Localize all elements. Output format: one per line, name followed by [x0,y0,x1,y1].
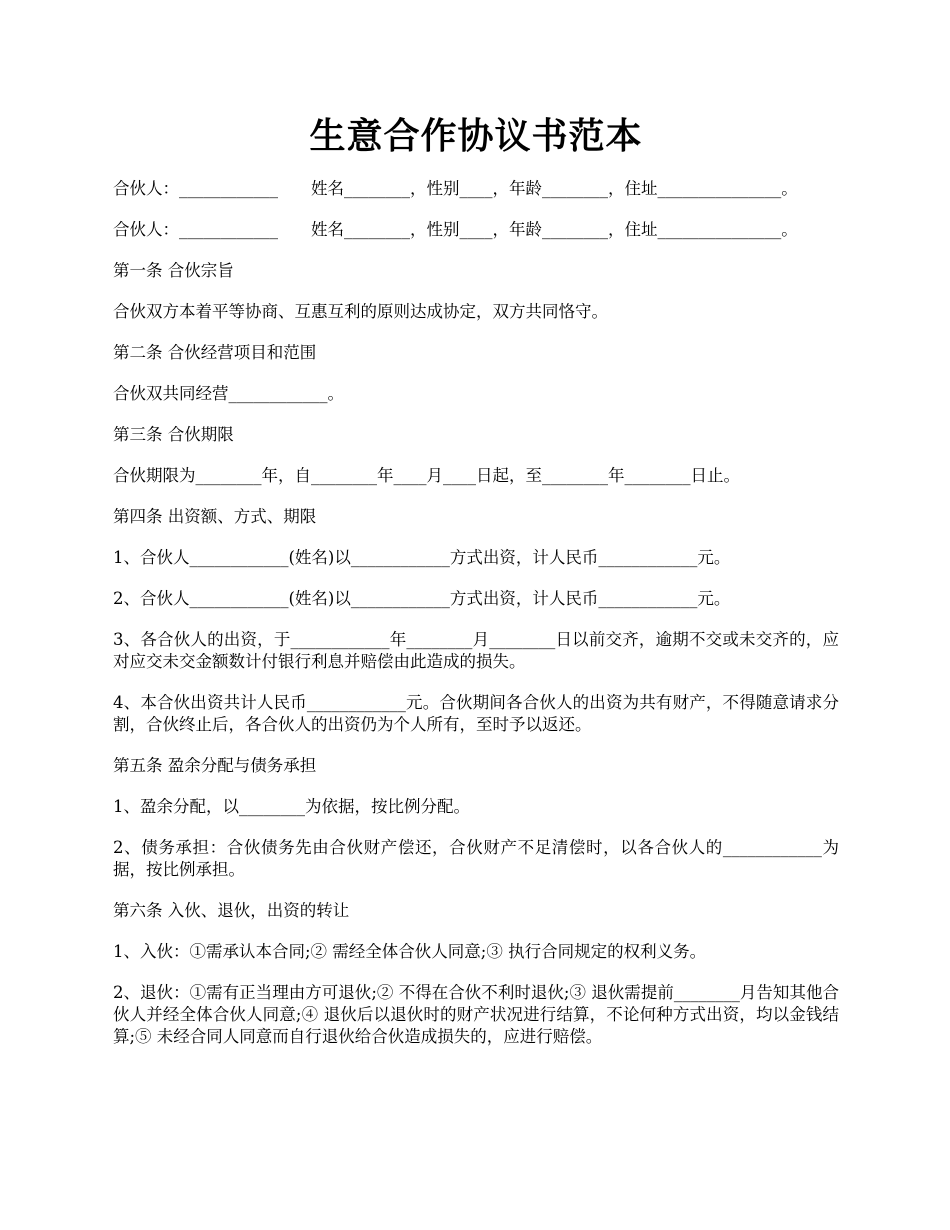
document-body [113,178,839,1067]
article-5-clause-1: 1、盈余分配，以________为依据，按比例分配。 [113,797,470,816]
partner-line-1: 合伙人：____________ 姓名________，性别____，年龄________，住址_______________。 [113,179,798,198]
article-5-clause-2: 2、债务承担：合伙债务先由合伙财产偿还，合伙财产不足清偿时，以各合伙人的____________为据，按比例承担。 [113,838,839,879]
partner-line-2: 合伙人：____________ 姓名________，性别____，年龄________，住址_______________。 [113,220,798,239]
article-6-clause-1: 1、入伙：①需承认本合同;② 需经全体合伙人同意;③ 执行合同规定的权利义务。 [113,942,707,961]
article-6-clause-2: 2、退伙：①需有正当理由方可退伙;② 不得在合伙不利时退伙;③ 退伙需提前________月告知其他合伙人并经全体合伙人同意;④ 退伙后以退伙时的财产状况进行结算，不论何种方式出资，均以金钱结算;⑤ 未经合同人同意而自行退伙给合伙造成损失的，应进行赔偿。 [113,983,839,1046]
article-4-heading: 第四条 出资额、方式、期限 [113,507,317,526]
article-2-heading: 第二条 合伙经营项目和范围 [113,343,317,362]
article-5-heading: 第五条 盈余分配与债务承担 [113,756,317,775]
article-4-clause-3: 3、各合伙人的出资，于____________年________月________日以前交齐，逾期不交或未交齐的，应对应交未交金额数计付银行利息并赔偿由此造成的损失。 [113,630,839,671]
article-2-body: 合伙双共同经营____________。 [113,384,344,403]
article-1-heading: 第一条 合伙宗旨 [113,261,234,280]
article-1-body: 合伙双方本着平等协商、互惠互利的原则达成协定，双方共同恪守。 [113,302,608,321]
article-3-heading: 第三条 合伙期限 [113,425,234,444]
article-3-body: 合伙期限为________年，自________年____月____日起，至________年________日止。 [113,466,740,485]
article-4-clause-2: 2、合伙人____________(姓名)以____________方式出资，计人民币____________元。 [113,589,731,608]
article-4-clause-4: 4、本合伙出资共计人民币____________元。合伙期间各合伙人的出资为共有财产，不得随意请求分割，合伙终止后，各合伙人的出资仍为个人所有，至时予以返还。 [113,693,839,734]
article-6-heading: 第六条 入伙、退伙，出资的转让 [113,901,350,920]
document-title: 生意合作协议书范本 [309,115,643,157]
article-4-clause-1: 1、合伙人____________(姓名)以____________方式出资，计人民币____________元。 [113,548,731,567]
